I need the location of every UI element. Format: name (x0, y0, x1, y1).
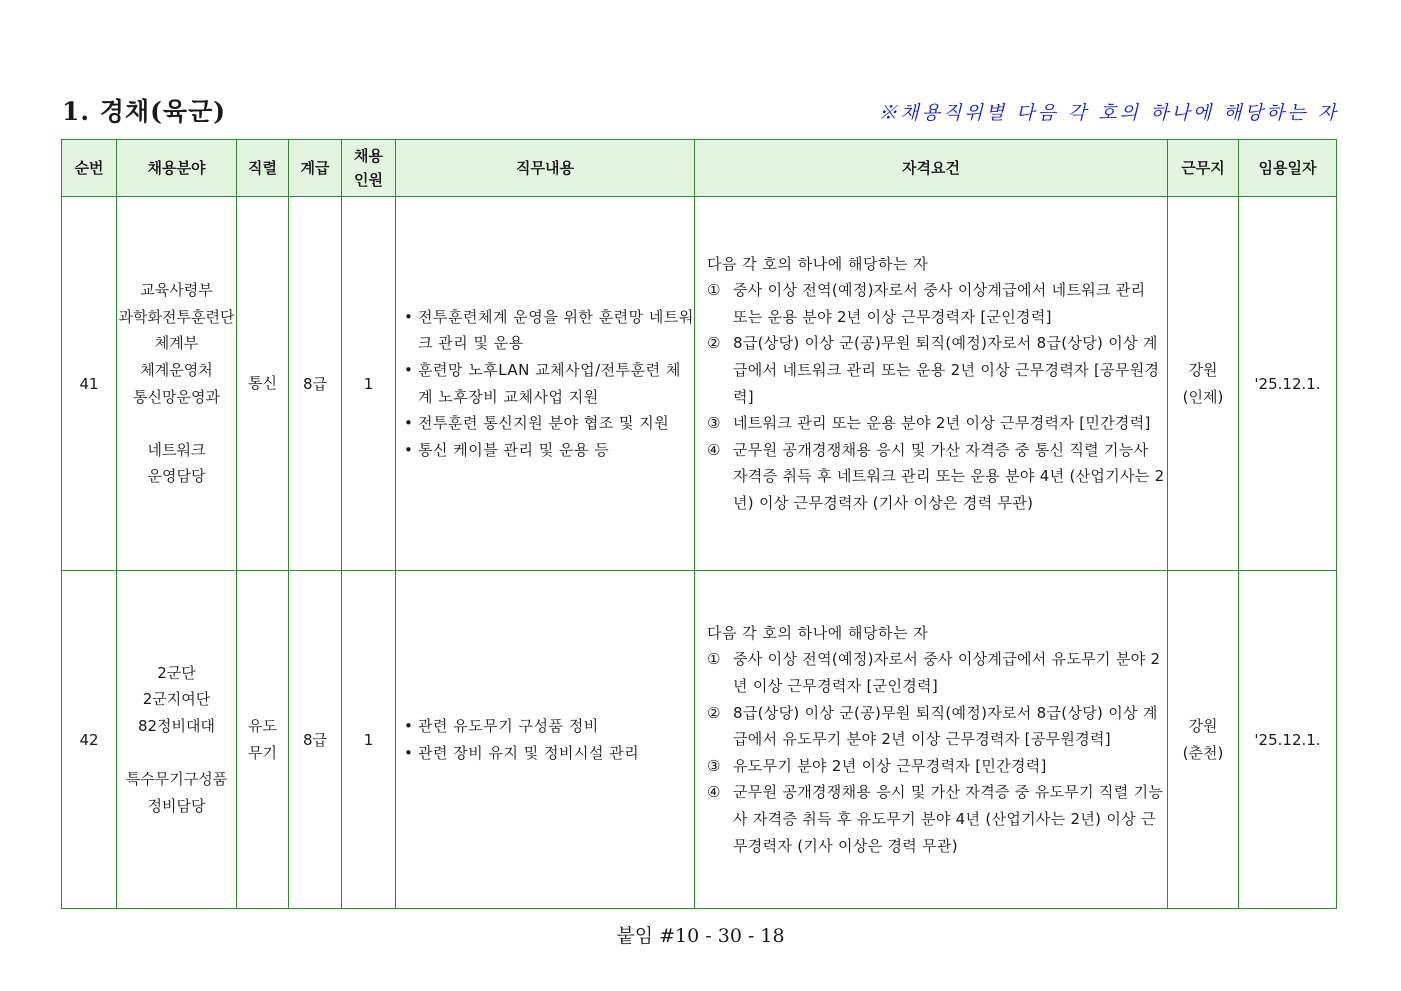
header-hire-count (342, 140, 396, 197)
duty-item (402, 437, 694, 464)
duty-text: 훈련망 노후LAN 교체사업/전투훈련 체계 노후장비 교체사업 지원 (418, 360, 681, 406)
field-line: 과학화전투훈련단 (118, 307, 235, 326)
header-hire-line2: 인원 (354, 171, 383, 189)
job-cell (237, 571, 289, 909)
table-row (62, 197, 1337, 571)
selection-note: ※채용직위별 다음 각 호의 하나에 해당하는 자 (878, 102, 1339, 124)
grade-cell: 8급 (289, 197, 342, 571)
qualification-text: 8급(상당) 이상 군(공)무원 퇴직(예정)자로서 8급(상당) 이상 계급에서 유도무기 분야 2년 이상 근무경력자 [공무원경력] (733, 703, 1158, 749)
field-line: 체계부 (154, 334, 199, 353)
duty-text: 전투훈련 통신지원 분야 협조 및 지원 (418, 414, 670, 433)
qualification-text: 군무원 공개경쟁채용 응시 및 가산 자격증 중 유도무기 직렬 기능사 자격증 취득 후 유도무기 분야 4년 (산업기사는 2년) 이상 근무경력자 (기사 이상은 경력 무관) (733, 783, 1164, 855)
bullet-icon: • (404, 743, 414, 762)
field-line: 통신망운영과 (133, 387, 220, 406)
field-cell (117, 197, 237, 571)
date-cell: '25.12.1. (1239, 571, 1337, 909)
hire-count-cell: 1 (342, 571, 396, 909)
header-row (62, 140, 1337, 197)
qualification-number: ③ (707, 414, 721, 433)
qualification-text: 8급(상당) 이상 군(공)무원 퇴직(예정)자로서 8급(상당) 이상 계급에서 네트워크 관리 또는 운용 2년 이상 근무경력자 [공무원경력] (733, 334, 1160, 406)
job-line: 통신 (248, 374, 277, 393)
field-line: 체계운영처 (140, 360, 213, 379)
bullet-icon: • (404, 440, 414, 459)
qualification-number: ① (707, 281, 721, 300)
seq-cell: 41 (62, 197, 117, 571)
field-spacer (117, 740, 236, 767)
duty-text: 관련 유도무기 구성품 정비 (418, 716, 599, 735)
qualification-intro: 다음 각 호의 하나에 해당하는 자 (707, 623, 929, 642)
qualification-text: 중사 이상 전역(예정)자로서 중사 이상계급에서 네트워크 관리 또는 운용 분야 2년 이상 근무경력자 [군인경력] (733, 281, 1146, 326)
header-job: 직렬 (237, 140, 289, 197)
bullet-icon: • (404, 716, 414, 735)
location-cell (1168, 197, 1239, 571)
field-cell (117, 571, 237, 909)
location-region: 강원 (1188, 716, 1218, 735)
header-qualification: 자격요건 (695, 140, 1168, 197)
recruitment-table (61, 139, 1337, 909)
field-line: 82정비대대 (137, 716, 216, 735)
qualification-cell (695, 197, 1168, 571)
duty-item (402, 713, 694, 740)
job-cell (237, 197, 289, 571)
qualification-text: 군무원 공개경쟁채용 응시 및 가산 자격증 중 통신 직렬 기능사 자격증 취득 후 네트워크 관리 또는 운용 분야 4년 (산업기사는 2년) 이상 근무경력자 (기사 이상은 경력 무관) (733, 440, 1165, 512)
seq-cell: 42 (62, 571, 117, 909)
qualification-item (707, 410, 1165, 437)
table-row (62, 571, 1337, 909)
header-hire-line1: 채용 (354, 147, 383, 165)
qualification-item (707, 779, 1165, 859)
field-spacer (117, 410, 236, 437)
bullet-icon: • (404, 307, 414, 326)
field-line: 2군지여단 (142, 690, 211, 709)
location-city: (춘천) (1182, 743, 1224, 762)
duty-item (402, 740, 694, 767)
field-line: 2군단 (157, 663, 196, 682)
header-location: 근무지 (1168, 140, 1239, 197)
bullet-icon: • (404, 360, 414, 379)
qualification-text: 중사 이상 전역(예정)자로서 중사 이상계급에서 유도무기 분야 2년 이상 근무경력자 [군인경력] (733, 650, 1161, 696)
qualification-cell (695, 571, 1168, 909)
qualification-number: ① (707, 650, 721, 669)
qualification-item (707, 753, 1165, 780)
location-city: (인제) (1182, 387, 1224, 406)
field-line: 네트워크 (147, 440, 206, 459)
hire-count-cell: 1 (342, 197, 396, 571)
duty-item (402, 357, 694, 410)
page-footer: 붙임 #10 - 30 - 18 (616, 925, 785, 947)
job-line: 유도 (248, 716, 277, 735)
date-cell: '25.12.1. (1239, 197, 1337, 571)
duty-item (402, 410, 694, 437)
qualification-item (707, 330, 1165, 410)
header-date: 임용일자 (1239, 140, 1337, 197)
duty-cell (396, 197, 695, 571)
duty-text: 통신 케이블 관리 및 운용 등 (418, 440, 610, 459)
grade-cell: 8급 (289, 571, 342, 909)
qualification-item (707, 277, 1165, 330)
qualification-number: ② (707, 703, 721, 722)
duty-text: 관련 장비 유지 및 정비시설 관리 (418, 743, 640, 762)
location-region: 강원 (1188, 360, 1218, 379)
header-field: 채용분야 (117, 140, 237, 197)
field-line: 특수무기구성품 (125, 770, 228, 789)
qualification-text: 네트워크 관리 또는 운용 분야 2년 이상 근무경력자 [민간경력] (733, 414, 1151, 433)
qualification-intro: 다음 각 호의 하나에 해당하는 자 (707, 254, 929, 273)
duty-text: 전투훈련체계 운영을 위한 훈련망 네트워크 관리 및 운용 (418, 307, 694, 353)
qualification-item (707, 700, 1165, 753)
bullet-icon: • (404, 414, 414, 433)
qualification-number: ③ (707, 756, 721, 775)
qualification-item (707, 646, 1165, 699)
header-grade: 계급 (289, 140, 342, 197)
duty-cell (396, 571, 695, 909)
header-seq: 순번 (62, 140, 117, 197)
qualification-item (707, 437, 1165, 517)
duty-item (402, 304, 694, 357)
qualification-number: ② (707, 334, 721, 353)
qualification-text: 유도무기 분야 2년 이상 근무경력자 [민간경력] (733, 756, 1047, 775)
location-cell (1168, 571, 1239, 909)
qualification-number: ④ (707, 440, 721, 459)
job-line: 무기 (248, 743, 277, 762)
field-line: 운영담당 (147, 467, 206, 486)
section-title: 1. 경채(육군) (62, 97, 227, 126)
field-line: 정비담당 (147, 796, 206, 815)
header-duty: 직무내용 (396, 140, 695, 197)
qualification-number: ④ (707, 783, 721, 802)
field-line: 교육사령부 (140, 281, 213, 300)
